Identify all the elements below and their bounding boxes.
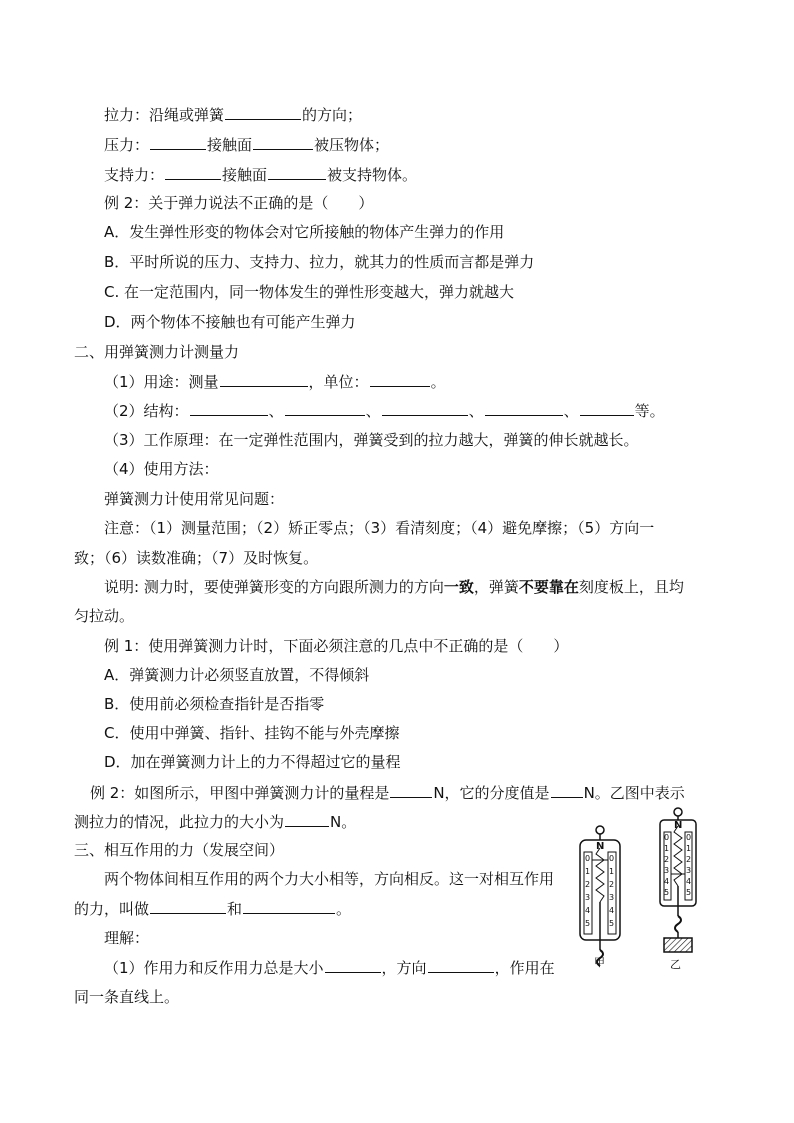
- answer-blank[interactable]: [165, 164, 221, 180]
- tick-labels-left: 0 1 2 3 4 5: [664, 833, 670, 897]
- answer-blank[interactable]: [150, 898, 226, 914]
- understanding-line-1: （1）作用力和反作用力总是大小 ，方向 ，作用在: [104, 959, 555, 977]
- answer-blank[interactable]: [190, 400, 268, 416]
- answer-blank[interactable]: [370, 371, 430, 387]
- answer-blank[interactable]: [243, 898, 335, 914]
- answer-blank[interactable]: [390, 782, 432, 798]
- spring-scale-jia-figure: N 0 1 2 3 4 5 0 1 2 3 4 5 甲: [574, 824, 630, 970]
- answer-blank[interactable]: [253, 134, 313, 150]
- tick-labels-right: 0 1 2 3 4 5: [609, 854, 615, 928]
- tick-labels-right: 0 1 2 3 4 5: [686, 833, 692, 897]
- option-a: A．发生弹性形变的物体会对它所接触的物体产生弹力的作用: [104, 223, 505, 241]
- line-tension: 拉力：沿绳或弹簧 的方向；: [104, 106, 363, 124]
- option-d: D．两个物体不接触也有可能产生弹力: [104, 313, 356, 331]
- example-2-figure-question-2: 测拉力的情况，此拉力的大小为 N。: [74, 813, 357, 831]
- answer-blank[interactable]: [325, 957, 381, 973]
- notes-line-1: 注意：（1）测量范围；（2）矫正零点；（3）看清刻度；（4）避免摩擦；（5）方向一: [104, 519, 655, 537]
- understanding-line-2: 同一条直线上。: [74, 988, 180, 1006]
- section-heading-3: 三、相互作用的力（发展空间）: [74, 841, 285, 859]
- line-usage: （1）用途：测量 ，单位： 。: [104, 373, 446, 391]
- figure-label-jia: 甲: [594, 956, 605, 969]
- understanding-label: 理解：: [104, 929, 150, 947]
- answer-blank[interactable]: [225, 104, 301, 120]
- spring-scale-yi-figure: N 0 1 2 3 4 5 0 1 2 3 4 5 乙: [652, 804, 708, 976]
- answer-blank[interactable]: [428, 957, 494, 973]
- answer-blank[interactable]: [285, 400, 365, 416]
- usage-method: （4）使用方法：: [104, 460, 219, 478]
- example-2-figure-question: 例 2：如图所示，甲图中弹簧测力计的量程是 N，它的分度值是 N。乙图中表示: [90, 784, 685, 802]
- line-support: 支持力： 接触面 被支持物体。: [104, 166, 418, 184]
- answer-blank[interactable]: [580, 400, 634, 416]
- answer-blank[interactable]: [551, 782, 583, 798]
- answer-blank[interactable]: [220, 371, 308, 387]
- line-structure: （2）结构： 、 、 、 、 等。: [104, 402, 665, 420]
- option-b: B．平时所说的压力、支持力、拉力，就其力的性质而言都是弹力: [104, 253, 535, 271]
- explanation-line-2: 匀拉动。: [74, 607, 135, 625]
- option-a: A．弹簧测力计必须竖直放置，不得倾斜: [104, 666, 370, 684]
- interaction-definition-1: 两个物体间相互作用的两个力大小相等，方向相反。这一对相互作用: [104, 870, 555, 888]
- option-c: C. 在一定范围内，同一物体发生的弹性形变越大，弹力就越大: [104, 283, 515, 301]
- option-b: B．使用前必须检查指针是否指零: [104, 695, 325, 713]
- tick-labels-left: 0 1 2 3 4 5: [585, 854, 591, 928]
- option-c: C．使用中弹簧、指针、挂钩不能与外壳摩擦: [104, 724, 400, 742]
- interaction-definition-2: 的力，叫做 和 。: [74, 900, 352, 918]
- explanation-line-1: 说明: 测力时，要使弹簧形变的方向跟所测力的方向一致，弹簧不要靠在刻度板上，且均: [104, 578, 684, 596]
- common-problems: 弹簧测力计使用常见问题：: [104, 490, 285, 508]
- answer-blank[interactable]: [150, 134, 206, 150]
- working-principle: （3）工作原理：在一定弹性范围内，弹簧受到的拉力越大，弹簧的伸长就越长。: [104, 431, 639, 449]
- answer-blank[interactable]: [268, 164, 326, 180]
- figure-label-yi: 乙: [670, 958, 681, 971]
- answer-blank[interactable]: [382, 400, 468, 416]
- notes-line-2: 致；（6）读数准确；（7）及时恢复。: [74, 549, 319, 567]
- line-pressure: 压力： 接触面 被压物体；: [104, 136, 390, 154]
- answer-blank[interactable]: [485, 400, 563, 416]
- answer-blank[interactable]: [285, 811, 329, 827]
- section-heading-2: 二、用弹簧测力计测量力: [74, 343, 240, 361]
- example-1-question: 例 1：使用弹簧测力计时，下面必须注意的几点中不正确的是（ ）: [104, 637, 569, 655]
- option-d: D．加在弹簧测力计上的力不得超过它的量程: [104, 753, 401, 771]
- example-2-question: 例 2：关于弹力说法不正确的是（ ）: [104, 194, 374, 212]
